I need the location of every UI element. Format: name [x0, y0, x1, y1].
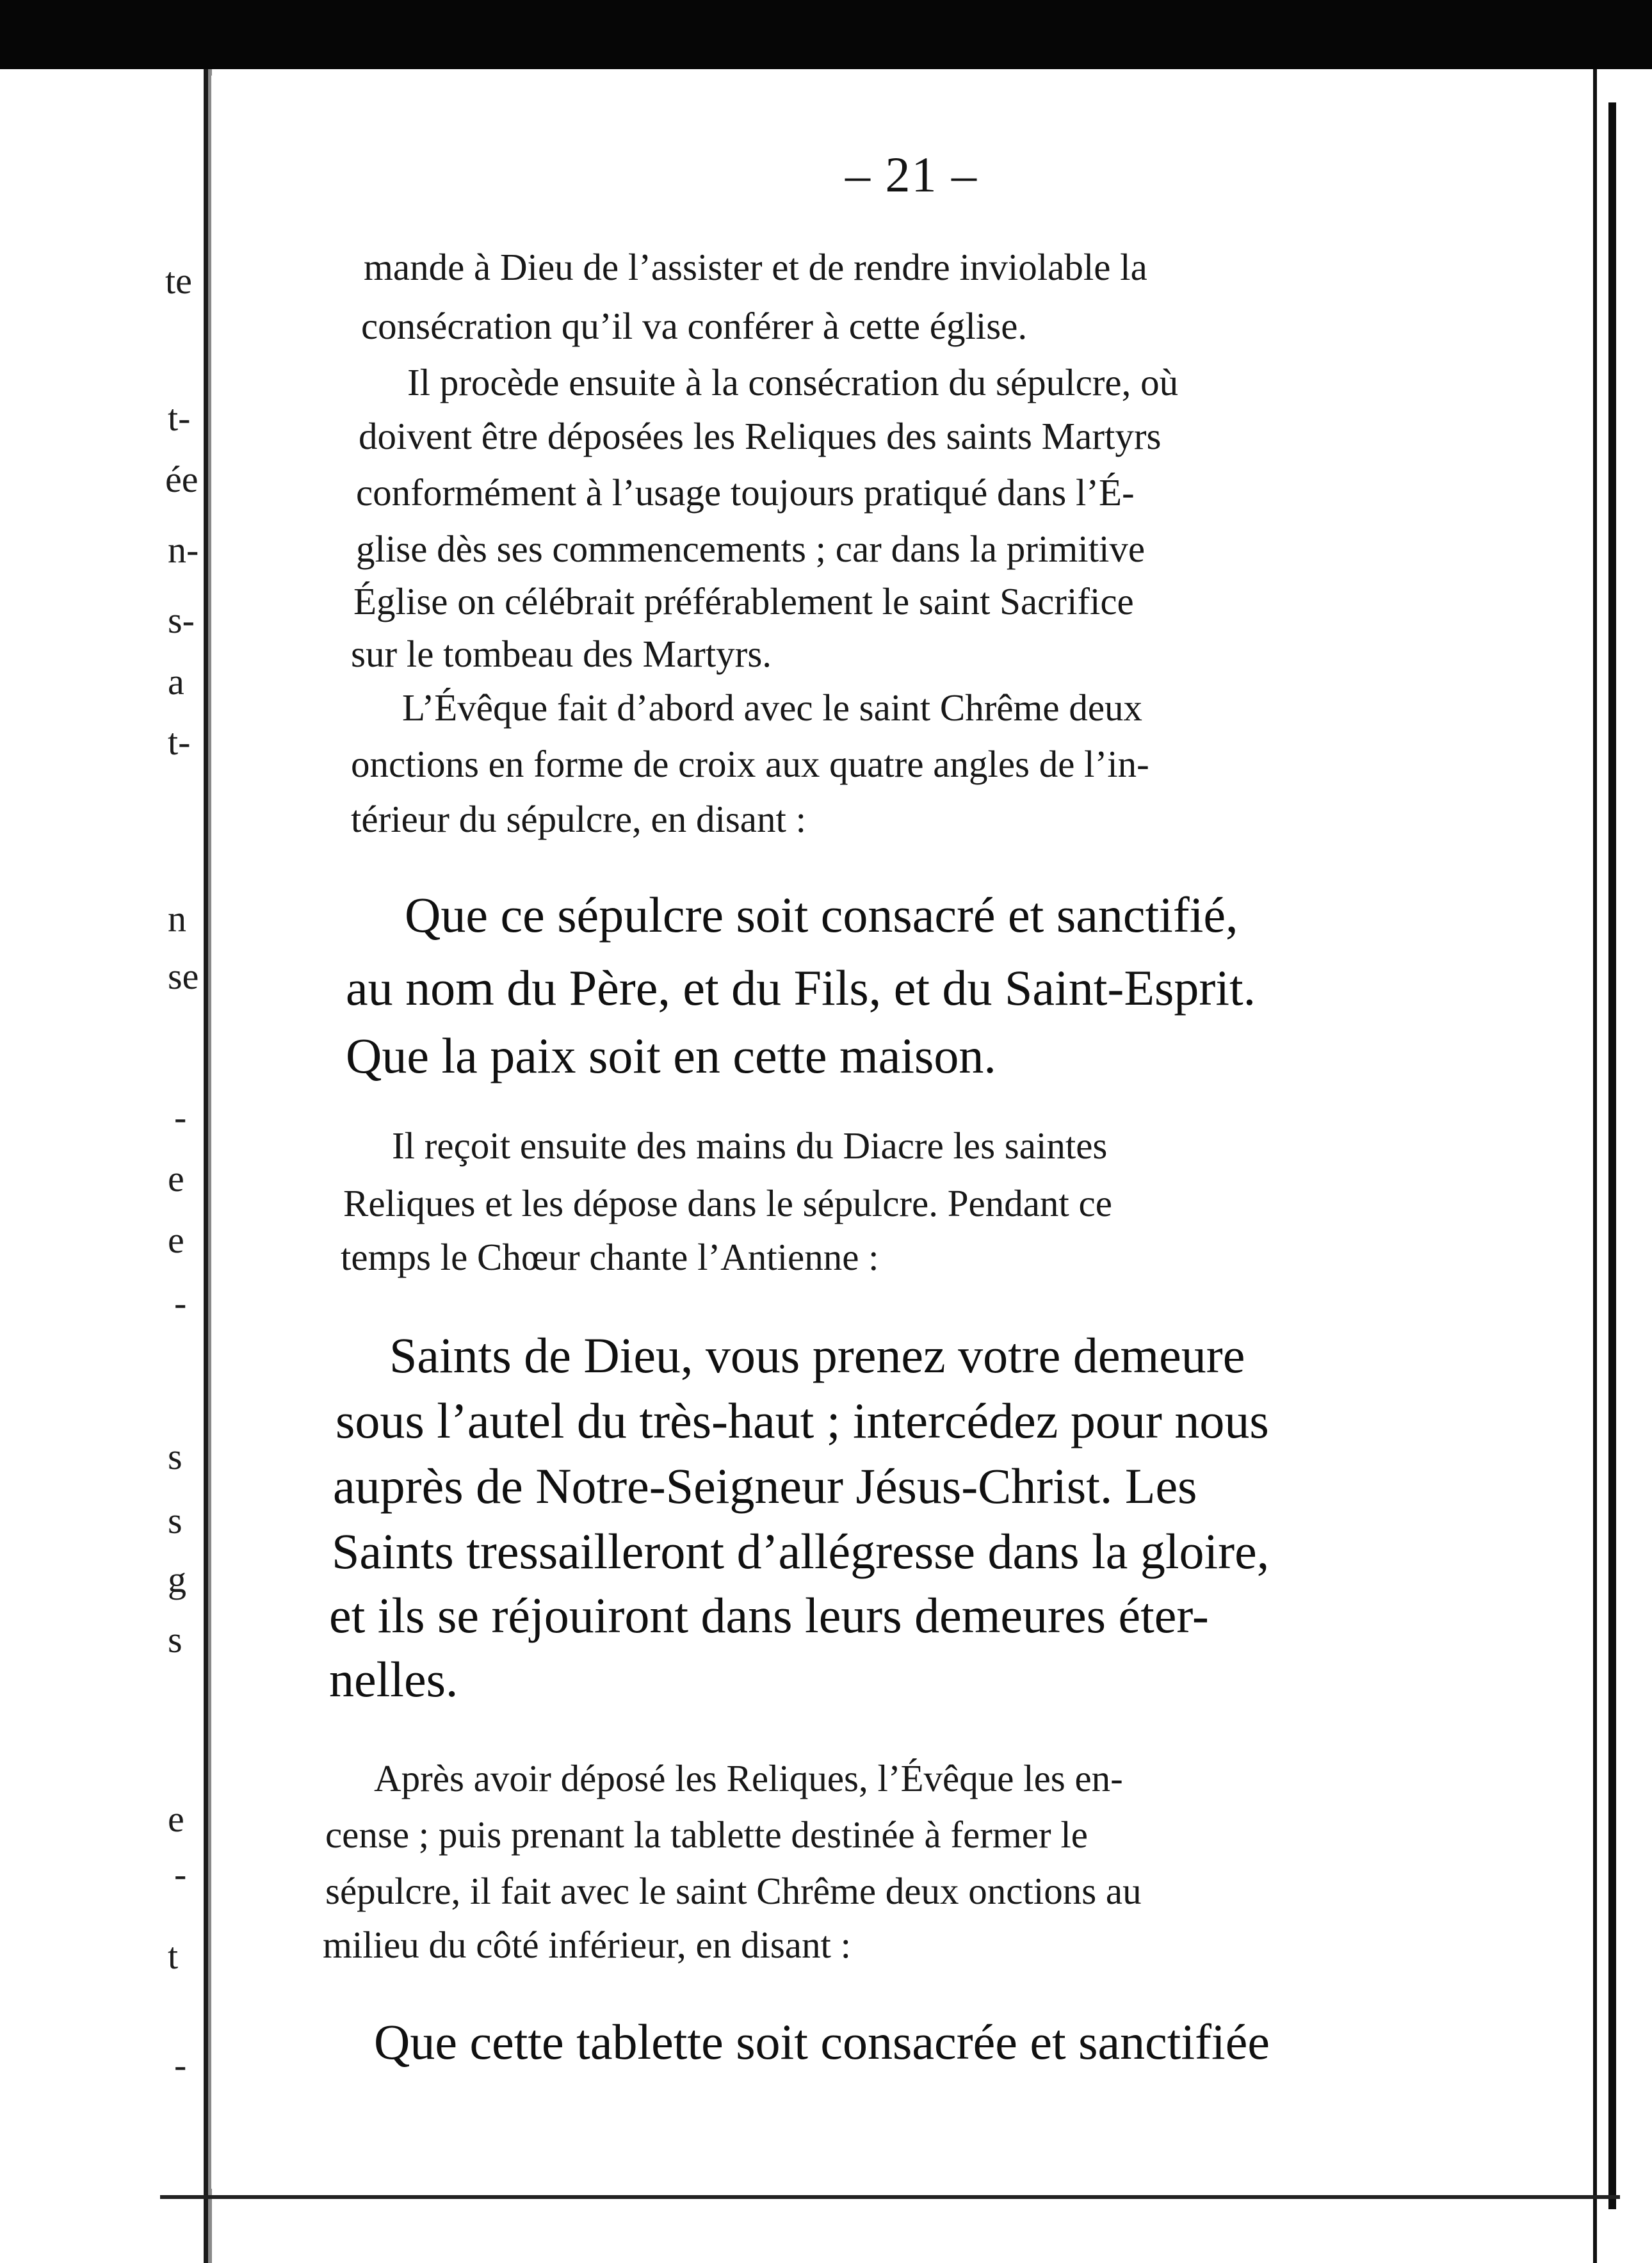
antiphon-line: nelles.: [329, 1651, 458, 1707]
text-line: sur le tombeau des Martyrs.: [351, 633, 772, 675]
antiphon-line: Saints tressailleront d’allégresse dans la gloire,: [332, 1523, 1270, 1579]
left-fragment: t-: [168, 397, 191, 439]
text-line: sépulcre, il fait avec le saint Chrême deux onctions au: [325, 1870, 1142, 1912]
text-line: cense ; puis prenant la tablette destinée à fermer le: [325, 1813, 1088, 1856]
text-line: glise dès ses commencements ; car dans la primitive: [356, 528, 1146, 570]
left-fragment: e: [168, 1219, 184, 1261]
left-fragment: te: [165, 260, 192, 302]
left-fragment: t-: [168, 721, 191, 763]
left-fragment: se: [168, 955, 199, 997]
text-line: Il reçoit ensuite des mains du Diacre les saintes: [392, 1124, 1108, 1167]
quoted-prayer-line: Que la paix soit en cette maison.: [346, 1028, 996, 1083]
left-fragment: ée: [165, 458, 198, 500]
left-fragment: s: [168, 1500, 182, 1541]
text-line: Après avoir déposé les Reliques, l’Évêque les en-: [374, 1757, 1123, 1799]
left-fragment: e: [168, 1798, 184, 1840]
text-line: mande à Dieu de l’assister et de rendre inviolable la: [364, 246, 1147, 288]
left-fragment: s: [168, 1619, 182, 1660]
text-line: onctions en forme de croix aux quatre angles de l’in-: [351, 743, 1149, 785]
left-fragment: n-: [168, 529, 199, 571]
page-number: – 21 –: [845, 147, 978, 202]
left-fragment: -: [174, 2044, 187, 2086]
left-fragment: s: [168, 1436, 182, 1477]
left-fragment: -: [174, 1096, 187, 1138]
left-fragment: s-: [168, 599, 195, 641]
quoted-prayer-line: au nom du Père, et du Fils, et du Saint-Esprit.: [346, 960, 1256, 1016]
quoted-prayer-line: Que ce sépulcre soit consacré et sanctifié,: [405, 887, 1238, 943]
text-line: doivent être déposées les Reliques des saints Martyrs: [359, 415, 1162, 457]
left-fragment: e: [168, 1158, 184, 1199]
text-line: consécration qu’il va conférer à cette église.: [361, 305, 1028, 347]
left-fragment: t: [168, 1935, 179, 1977]
quoted-prayer-line: Que cette tablette soit consacrée et sanctifiée: [374, 2014, 1270, 2070]
text-line: temps le Chœur chante l’Antienne :: [341, 1236, 879, 1278]
antiphon-line: et ils se réjouiront dans leurs demeures éter-: [329, 1587, 1209, 1643]
text-line: milieu du côté inférieur, en disant :: [323, 1924, 852, 1966]
text-line: Reliques et les dépose dans le sépulcre. Pendant ce: [343, 1182, 1112, 1224]
antiphon-line: Saints de Dieu, vous prenez votre demeure: [389, 1327, 1245, 1383]
text-line: conformément à l’usage toujours pratiqué dans l’É-: [356, 471, 1135, 514]
antiphon-line: auprès de Notre-Seigneur Jésus-Christ. Les: [333, 1458, 1197, 1514]
scan-top-border: [0, 0, 1652, 69]
text-line: L’Évêque fait d’abord avec le saint Chrême deux: [402, 686, 1143, 729]
left-fragment: a: [168, 661, 184, 702]
left-fragment: g: [168, 1559, 186, 1600]
right-edge-shadow: [1608, 102, 1616, 2209]
left-fragment: -: [174, 1853, 187, 1895]
antiphon-line: sous l’autel du très-haut ; intercédez pour nous: [336, 1393, 1269, 1448]
text-line: Il procède ensuite à la consécration du sépulcre, où: [407, 361, 1179, 403]
text-line: Église on célébrait préférablement le saint Sacrifice: [353, 580, 1134, 622]
left-facing-page: [0, 69, 208, 2263]
left-fragment: -: [174, 1282, 187, 1324]
left-fragment: n: [168, 898, 186, 939]
bottom-page-edge: [160, 2195, 1620, 2199]
right-page-edge: [1593, 69, 1652, 2263]
text-line: térieur du sépulcre, en disant :: [351, 798, 807, 840]
